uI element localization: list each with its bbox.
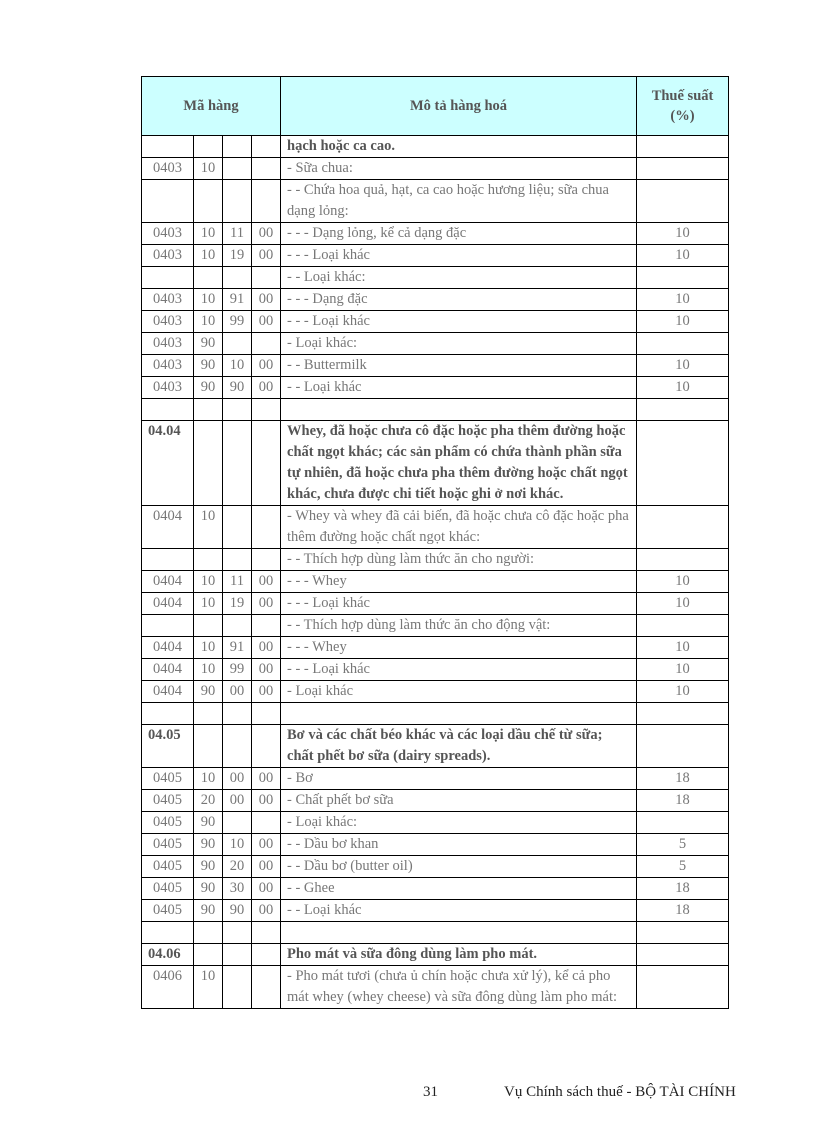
subheading-cell — [194, 615, 223, 637]
subcode-b-cell: 00 — [252, 311, 281, 333]
rate-cell: 10 — [637, 593, 729, 615]
table-header-row — [142, 77, 729, 136]
table-row — [142, 681, 729, 703]
table-row — [142, 333, 729, 355]
description-cell: - - Loại khác: — [281, 267, 637, 289]
subcode-a-cell: 20 — [223, 856, 252, 878]
rate-cell: 10 — [637, 289, 729, 311]
rate-cell: 10 — [637, 681, 729, 703]
subcode-a-cell: 90 — [223, 377, 252, 399]
subheading-cell — [194, 549, 223, 571]
subheading-cell: 10 — [194, 637, 223, 659]
rate-cell — [637, 180, 729, 223]
description-cell — [281, 922, 637, 944]
description-cell: - Loại khác — [281, 681, 637, 703]
subcode-b-cell: 00 — [252, 289, 281, 311]
heading-code-cell: 0403 — [142, 223, 194, 245]
subcode-a-cell: 91 — [223, 637, 252, 659]
subheading-cell — [194, 399, 223, 421]
subcode-b-cell — [252, 333, 281, 355]
subheading-cell — [194, 267, 223, 289]
rate-cell: 10 — [637, 659, 729, 681]
heading-code-cell — [142, 399, 194, 421]
table-row — [142, 790, 729, 812]
description-cell: Pho mát và sữa đông dùng làm pho mát. — [281, 944, 637, 966]
heading-code-cell: 0403 — [142, 158, 194, 180]
heading-code-cell: 0405 — [142, 878, 194, 900]
heading-code-cell — [142, 267, 194, 289]
heading-code-cell: 0404 — [142, 637, 194, 659]
table-row — [142, 659, 729, 681]
subcode-b-cell — [252, 812, 281, 834]
blank-row — [142, 922, 729, 944]
rate-cell: 10 — [637, 311, 729, 333]
subheading-cell: 10 — [194, 659, 223, 681]
rate-cell — [637, 267, 729, 289]
subheading-cell: 90 — [194, 900, 223, 922]
heading-code-cell: 0405 — [142, 834, 194, 856]
subcode-b-cell — [252, 399, 281, 421]
heading-code-cell: 0403 — [142, 355, 194, 377]
heading-code-cell: 0403 — [142, 333, 194, 355]
subcode-a-cell — [223, 158, 252, 180]
description-cell — [281, 399, 637, 421]
subcode-a-cell — [223, 615, 252, 637]
table-row — [142, 944, 729, 966]
subcode-a-cell: 11 — [223, 223, 252, 245]
rate-cell: 18 — [637, 768, 729, 790]
description-cell: - Chất phết bơ sữa — [281, 790, 637, 812]
heading-code-cell: 0404 — [142, 593, 194, 615]
subcode-a-cell: 19 — [223, 245, 252, 267]
rate-cell: 18 — [637, 878, 729, 900]
description-cell: - Whey và whey đã cải biến, đã hoặc chưa cô đặc hoặc pha thêm đường hoặc chất ngọt khác: — [281, 506, 637, 549]
rate-cell — [637, 399, 729, 421]
table-row — [142, 768, 729, 790]
rate-cell — [637, 549, 729, 571]
subcode-b-cell: 00 — [252, 659, 281, 681]
table-row — [142, 637, 729, 659]
rate-cell: 10 — [637, 355, 729, 377]
subheading-cell: 10 — [194, 966, 223, 1009]
subcode-a-cell — [223, 421, 252, 506]
subcode-a-cell — [223, 506, 252, 549]
subheading-cell: 90 — [194, 878, 223, 900]
description-cell: - - - Loại khác — [281, 593, 637, 615]
subcode-a-cell — [223, 966, 252, 1009]
subcode-b-cell: 00 — [252, 223, 281, 245]
subheading-cell — [194, 421, 223, 506]
description-cell: - - - Dạng đặc — [281, 289, 637, 311]
description-cell: - - Buttermilk — [281, 355, 637, 377]
description-cell: - - Dầu bơ (butter oil) — [281, 856, 637, 878]
page-number: 31 — [423, 1084, 438, 1100]
description-cell: - - - Loại khác — [281, 245, 637, 267]
heading-code-cell: 0403 — [142, 289, 194, 311]
subcode-a-cell: 00 — [223, 768, 252, 790]
description-cell: - - - Whey — [281, 571, 637, 593]
rate-cell: 10 — [637, 637, 729, 659]
subcode-a-cell: 90 — [223, 900, 252, 922]
subheading-cell: 90 — [194, 812, 223, 834]
heading-code-cell — [142, 136, 194, 158]
rate-cell — [637, 158, 729, 180]
subheading-cell: 10 — [194, 571, 223, 593]
subheading-cell — [194, 703, 223, 725]
rate-cell: 10 — [637, 245, 729, 267]
subcode-b-cell: 00 — [252, 681, 281, 703]
description-cell: - - - Loại khác — [281, 659, 637, 681]
description-cell: hạch hoặc ca cao. — [281, 136, 637, 158]
description-cell: - - - Dạng lỏng, kể cả dạng đặc — [281, 223, 637, 245]
subcode-b-cell — [252, 944, 281, 966]
table-row — [142, 900, 729, 922]
subcode-b-cell — [252, 180, 281, 223]
subcode-a-cell: 91 — [223, 289, 252, 311]
header-rate: Thuế suất (%) — [637, 77, 729, 136]
subcode-b-cell — [252, 966, 281, 1009]
description-cell: Bơ và các chất béo khác và các loại dầu chế từ sữa; chất phết bơ sữa (dairy spreads). — [281, 725, 637, 768]
subcode-b-cell: 00 — [252, 856, 281, 878]
table-row — [142, 615, 729, 637]
header-description: Mô tả hàng hoá — [281, 77, 637, 136]
subcode-a-cell — [223, 812, 252, 834]
subcode-b-cell: 00 — [252, 900, 281, 922]
table-row — [142, 421, 729, 506]
description-cell: - - Dầu bơ khan — [281, 834, 637, 856]
heading-code-cell — [142, 615, 194, 637]
description-cell: - - Chứa hoa quả, hạt, ca cao hoặc hương liệu; sữa chua dạng lỏng: — [281, 180, 637, 223]
subheading-cell: 10 — [194, 289, 223, 311]
subcode-a-cell: 99 — [223, 311, 252, 333]
subcode-b-cell: 00 — [252, 377, 281, 399]
header-code: Mã hàng — [142, 77, 281, 136]
subheading-cell: 90 — [194, 333, 223, 355]
heading-code-cell: 04.05 — [142, 725, 194, 768]
description-cell: Whey, đã hoặc chưa cô đặc hoặc pha thêm đường hoặc chất ngọt khác; các sản phẩm có chứa thành phần sữa tự nhiên, đã hoặc chưa pha thêm đường hoặc chất ngọt khác, chưa được chi tiết hoặc ghi ở nơi khác. — [281, 421, 637, 506]
heading-code-cell: 0403 — [142, 377, 194, 399]
description-cell: - - Ghee — [281, 878, 637, 900]
rate-cell: 5 — [637, 856, 729, 878]
description-cell: - - Thích hợp dùng làm thức ăn cho động vật: — [281, 615, 637, 637]
subheading-cell: 90 — [194, 681, 223, 703]
subcode-a-cell — [223, 944, 252, 966]
subheading-cell: 10 — [194, 768, 223, 790]
heading-code-cell: 0405 — [142, 768, 194, 790]
subcode-b-cell: 00 — [252, 571, 281, 593]
subcode-b-cell — [252, 922, 281, 944]
subheading-cell: 20 — [194, 790, 223, 812]
subcode-a-cell: 11 — [223, 571, 252, 593]
subcode-a-cell: 00 — [223, 681, 252, 703]
rate-cell: 5 — [637, 834, 729, 856]
subcode-b-cell: 00 — [252, 593, 281, 615]
subcode-a-cell: 19 — [223, 593, 252, 615]
table-row — [142, 289, 729, 311]
subheading-cell: 10 — [194, 506, 223, 549]
table-row — [142, 311, 729, 333]
table-row — [142, 245, 729, 267]
subcode-a-cell — [223, 136, 252, 158]
subcode-a-cell — [223, 922, 252, 944]
blank-row — [142, 399, 729, 421]
rate-cell: 10 — [637, 377, 729, 399]
subcode-b-cell: 00 — [252, 878, 281, 900]
rate-cell — [637, 136, 729, 158]
subcode-a-cell — [223, 725, 252, 768]
subcode-a-cell: 10 — [223, 355, 252, 377]
heading-code-cell — [142, 922, 194, 944]
table-row — [142, 355, 729, 377]
heading-code-cell: 0405 — [142, 900, 194, 922]
table-row — [142, 593, 729, 615]
heading-code-cell: 0404 — [142, 681, 194, 703]
table-row — [142, 966, 729, 1009]
rate-cell: 10 — [637, 223, 729, 245]
subcode-a-cell: 00 — [223, 790, 252, 812]
description-cell — [281, 703, 637, 725]
subheading-cell: 90 — [194, 377, 223, 399]
subheading-cell: 10 — [194, 223, 223, 245]
subheading-cell: 10 — [194, 245, 223, 267]
subcode-a-cell — [223, 549, 252, 571]
table-row — [142, 506, 729, 549]
rate-cell — [637, 812, 729, 834]
subcode-a-cell — [223, 703, 252, 725]
heading-code-cell: 0406 — [142, 966, 194, 1009]
subcode-b-cell — [252, 615, 281, 637]
subcode-b-cell — [252, 703, 281, 725]
rate-cell — [637, 922, 729, 944]
subcode-b-cell — [252, 549, 281, 571]
description-cell: - - Loại khác — [281, 377, 637, 399]
subcode-b-cell — [252, 506, 281, 549]
description-cell: - - - Whey — [281, 637, 637, 659]
subcode-b-cell: 00 — [252, 790, 281, 812]
subcode-a-cell — [223, 333, 252, 355]
heading-code-cell: 0404 — [142, 506, 194, 549]
rate-cell — [637, 421, 729, 506]
table-row — [142, 377, 729, 399]
subheading-cell — [194, 944, 223, 966]
heading-code-cell — [142, 549, 194, 571]
rate-cell — [637, 944, 729, 966]
table-row — [142, 267, 729, 289]
subcode-b-cell: 00 — [252, 245, 281, 267]
subcode-b-cell: 00 — [252, 768, 281, 790]
subcode-a-cell — [223, 180, 252, 223]
tariff-table — [141, 76, 729, 1009]
subcode-a-cell — [223, 399, 252, 421]
rate-cell: 18 — [637, 790, 729, 812]
subcode-b-cell — [252, 158, 281, 180]
table-row — [142, 158, 729, 180]
table-row — [142, 725, 729, 768]
subcode-a-cell — [223, 267, 252, 289]
subcode-a-cell: 99 — [223, 659, 252, 681]
table-row — [142, 180, 729, 223]
rate-cell — [637, 615, 729, 637]
subheading-cell: 10 — [194, 593, 223, 615]
subcode-b-cell — [252, 421, 281, 506]
subcode-b-cell — [252, 267, 281, 289]
rate-cell — [637, 703, 729, 725]
description-cell: - Bơ — [281, 768, 637, 790]
table-row — [142, 834, 729, 856]
description-cell: - Loại khác: — [281, 812, 637, 834]
subheading-cell: 10 — [194, 311, 223, 333]
subheading-cell — [194, 922, 223, 944]
heading-code-cell: 0405 — [142, 812, 194, 834]
description-cell: - - Thích hợp dùng làm thức ăn cho người: — [281, 549, 637, 571]
subcode-b-cell — [252, 136, 281, 158]
table-row — [142, 856, 729, 878]
description-cell: - - Loại khác — [281, 900, 637, 922]
table-row — [142, 549, 729, 571]
heading-code-cell: 0405 — [142, 790, 194, 812]
heading-code-cell: 04.06 — [142, 944, 194, 966]
subcode-b-cell — [252, 725, 281, 768]
table-body — [142, 136, 729, 1009]
heading-code-cell — [142, 180, 194, 223]
rate-cell — [637, 966, 729, 1009]
subheading-cell — [194, 136, 223, 158]
rate-cell — [637, 725, 729, 768]
heading-code-cell: 0403 — [142, 311, 194, 333]
subheading-cell: 90 — [194, 834, 223, 856]
subheading-cell: 10 — [194, 158, 223, 180]
table-row — [142, 878, 729, 900]
rate-cell — [637, 506, 729, 549]
rate-cell — [637, 333, 729, 355]
description-cell: - Loại khác: — [281, 333, 637, 355]
rate-cell: 10 — [637, 571, 729, 593]
subcode-b-cell: 00 — [252, 834, 281, 856]
description-cell: - Pho mát tươi (chưa ủ chín hoặc chưa xử lý), kể cả pho mát whey (whey cheese) và sữa đông dùng làm pho mát: — [281, 966, 637, 1009]
heading-code-cell: 04.04 — [142, 421, 194, 506]
subheading-cell: 90 — [194, 355, 223, 377]
subheading-cell — [194, 180, 223, 223]
rate-cell: 18 — [637, 900, 729, 922]
table-row — [142, 812, 729, 834]
table-row — [142, 223, 729, 245]
subcode-b-cell: 00 — [252, 637, 281, 659]
description-cell: - - - Loại khác — [281, 311, 637, 333]
description-cell: - Sữa chua: — [281, 158, 637, 180]
heading-code-cell: 0405 — [142, 856, 194, 878]
heading-code-cell: 0403 — [142, 245, 194, 267]
subheading-cell: 90 — [194, 856, 223, 878]
subcode-b-cell: 00 — [252, 355, 281, 377]
table-row — [142, 571, 729, 593]
heading-code-cell — [142, 703, 194, 725]
subheading-cell — [194, 725, 223, 768]
blank-row — [142, 703, 729, 725]
table-row — [142, 136, 729, 158]
heading-code-cell: 0404 — [142, 659, 194, 681]
subcode-a-cell: 10 — [223, 834, 252, 856]
department-name: Vụ Chính sách thuế - BỘ TÀI CHÍNH — [504, 1084, 736, 1100]
subcode-a-cell: 30 — [223, 878, 252, 900]
heading-code-cell: 0404 — [142, 571, 194, 593]
